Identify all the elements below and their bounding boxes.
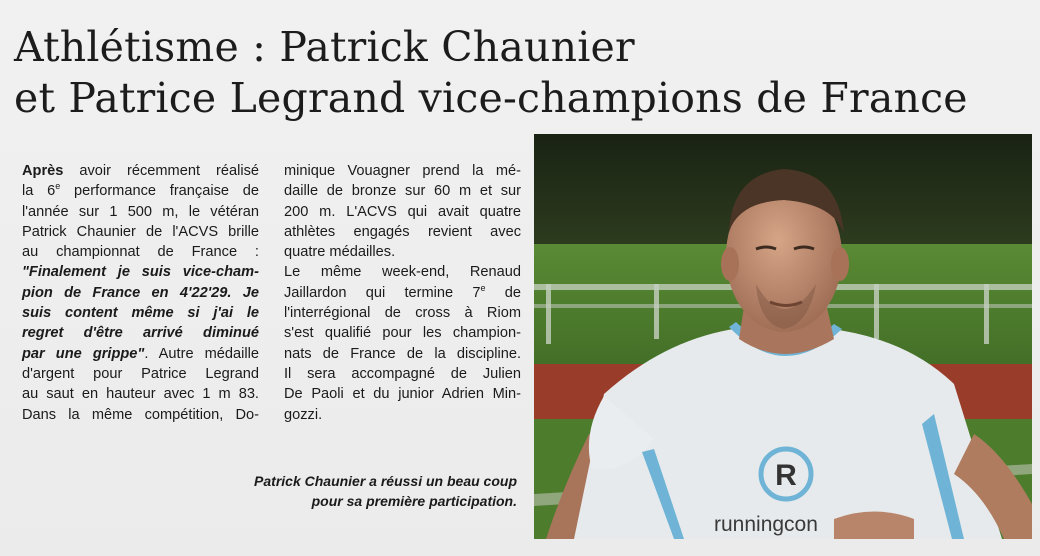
quote-line: regret d'être arrivé diminué (22, 325, 259, 342)
article-headline (14, 22, 1024, 124)
text-span: avoir récemment réalisé (63, 163, 259, 179)
text-line (284, 283, 521, 303)
article-column-1 (22, 161, 259, 425)
text-line: athlètes engagés revient avec (284, 223, 521, 240)
text-line: l'interrégional de cross à Riom (284, 305, 521, 322)
text-line: Dans la même compétition, Do- (22, 406, 259, 423)
text-line: Patrick Chaunier de l'ACVS brille (22, 223, 259, 240)
article-column-2 (284, 161, 521, 425)
headline-line-2: et Patrice Legrand vice-champions de France (14, 74, 968, 122)
text-span: Jaillardon qui termine 7 (284, 284, 481, 301)
text-line: quatre médailles. (284, 244, 396, 261)
quote-end: par une grippe" (22, 345, 145, 362)
text-line: minique Vouagner prend la mé- (284, 163, 521, 179)
text-line: De Paoli et du junior Adrien Min- (284, 386, 521, 403)
logo-letter: R (775, 459, 797, 492)
text-line: daille de bronze sur 60 m et sur (284, 183, 521, 200)
shirt-text: runningcon (714, 513, 818, 536)
text-span: la 6 (22, 183, 56, 200)
caption-line-1: Patrick Chaunier a réussi un beau coup (254, 473, 517, 489)
quote-line: suis content même si j'ai le (22, 305, 259, 322)
superscript: e (480, 282, 486, 293)
text-line: s'est qualifié pour les champion- (284, 325, 521, 342)
text-line (22, 344, 259, 364)
text-line (22, 161, 259, 181)
text-line: au saut en hauteur avec 1 m 83. (22, 386, 259, 403)
quote-line: "Finalement je suis vice-cham- (22, 264, 259, 281)
text-line: nats de France de la discipline. (284, 345, 521, 362)
photo-caption (200, 471, 517, 511)
text-span: performance française de (60, 183, 259, 200)
text-line (22, 181, 259, 201)
lead-word: Après (22, 163, 64, 179)
text-line: Le même week-end, Renaud (284, 264, 521, 281)
text-line: au championnat de France : (22, 244, 259, 261)
text-span: de (485, 284, 521, 301)
headline-line-1: Athlétisme : Patrick Chaunier (14, 23, 635, 71)
quote-line: pion de France en 4'22'29. Je (22, 284, 259, 301)
superscript: e (55, 181, 61, 192)
photo-illustration (534, 134, 1032, 539)
text-line: l'année sur 1 500 m, le vétéran (22, 203, 259, 220)
caption-line-2: pour sa première participation. (311, 493, 517, 509)
athlete-photo (534, 134, 1032, 539)
text-line: Il sera accompagné de Julien (284, 365, 521, 382)
text-line: d'argent pour Patrice Legrand (22, 365, 259, 382)
text-line: 200 m. L'ACVS qui avait quatre (284, 203, 521, 220)
text-line: gozzi. (284, 406, 323, 423)
runner-hand (834, 512, 914, 540)
text-span: . Autre médaille (144, 345, 259, 362)
